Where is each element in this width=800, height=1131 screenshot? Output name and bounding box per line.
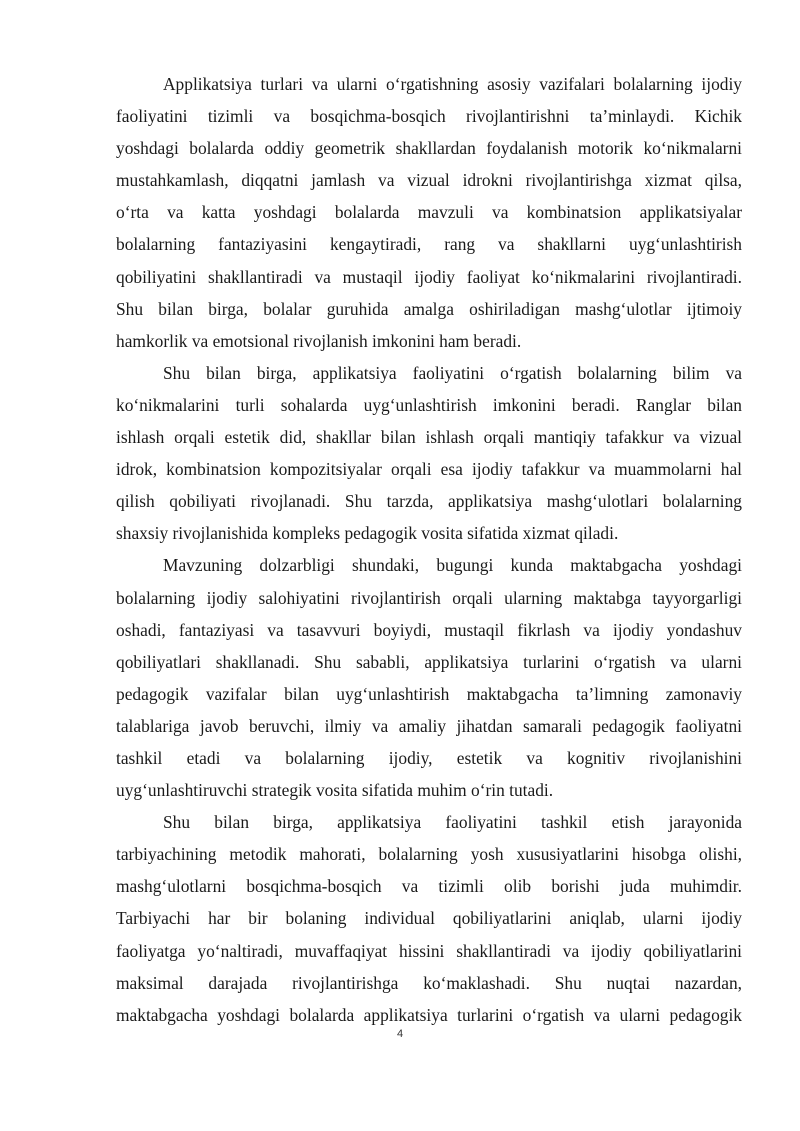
text-line: bolalarning ijodiy salohiyatini rivojlantirish orqali ularning maktabga tayyorgarligi [116,587,742,608]
text-line: oshadi, fantaziyasi va tasavvuri boyiydi, mustaqil fikrlash va ijodiy yondashuv [116,619,742,640]
text-line: tarbiyachining metodik mahorati, bolalarning yosh xususiyatlarini hisobga olishi, [116,844,742,865]
text-line: pedagogik vazifalar bilan uyg‘unlashtirish maktabgacha ta’limning zamonaviy [116,683,742,704]
text-line: Applikatsiya turlari va ularni o‘rgatishning asosiy vazifalari bolalarning ijodiy [163,74,742,94]
text-line: bolalarning fantaziyasini kengaytiradi, rang va shakllarni uyg‘unlashtirish [116,234,742,255]
text-line: Shu bilan birga, applikatsiya faoliyatini tashkil etish jarayonida [163,812,742,833]
text-line: qilish qobiliyati rivojlanadi. Shu tarzda, applikatsiya mashg‘ulotlari bolalarning [116,491,742,512]
text-line: maksimal darajada rivojlantirishga ko‘maklashadi. Shu nuqtai nazardan, [116,972,742,993]
text-line: idrok, kombinatsion kompozitsiyalar orqali esa ijodiy tafakkur va muammolarni hal [116,459,742,480]
text-line: maktabgacha yoshdagi bolalarda applikatsiya turlarini o‘rgatish va ularni pedagogik [116,1004,742,1025]
text-line: Tarbiyachi har bir bolaning individual qobiliyatlarini aniqlab, ularni ijodiy [116,908,742,929]
text-line: faoliyatini tizimli va bosqichma-bosqich rivojlantirishni ta’minlaydi. Kichik [116,106,742,127]
text-line: Mavzuning dolzarbligi shundaki, bugungi kunda maktabgacha yoshdagi [163,555,742,576]
text-line: o‘rta va katta yoshdagi bolalarda mavzuli va kombinatsion applikatsiyalar [116,202,742,223]
page-number: 4 [396,1028,404,1040]
text-line: qobiliyatlari shakllanadi. Shu sababli, applikatsiya turlarini o‘rgatish va ularni [116,651,742,672]
paragraph-4 [116,806,742,1031]
paragraph-3 [116,549,742,806]
text-line: uyg‘unlashtiruvchi strategik vosita sifatida muhim o‘rin tutadi. [116,780,554,801]
text-line: mustahkamlash, diqqatni jamlash va vizual idrokni rivojlantirishga xizmat qilsa, [116,170,742,191]
text-line: Shu bilan birga, applikatsiya faoliyatini o‘rgatish bolalarning bilim va [163,362,742,383]
text-line: Shu bilan birga, bolalar guruhida amalga oshiriladigan mashg‘ulotlar ijtimoiy [116,298,742,319]
text-line: ishlash orqali estetik did, shakllar bilan ishlash orqali mantiqiy tafakkur va vizual [116,427,742,448]
text-line: yoshdagi bolalarda oddiy geometrik shakllardan foydalanish motorik ko‘nikmalarni [116,138,742,159]
text-line: talablariga javob beruvchi, ilmiy va amaliy jihatdan samarali pedagogik faoliyatni [116,715,742,736]
body-text [116,68,742,1031]
text-line: mashg‘ulotlarni bosqichma-bosqich va tizimli olib borishi juda muhimdir. [116,876,742,897]
text-line: shaxsiy rivojlanishida kompleks pedagogik vosita sifatida xizmat qiladi. [116,523,619,544]
text-line: tashkil etadi va bolalarning ijodiy, estetik va kognitiv rivojlanishini [116,747,742,768]
paragraph-1 [116,68,742,357]
paragraph-2 [116,357,742,550]
text-line: hamkorlik va emotsional rivojlanish imkonini ham beradi. [116,330,522,351]
text-line: qobiliyatini shakllantiradi va mustaqil ijodiy faoliyat ko‘nikmalarini rivojlantiradi. [116,266,742,287]
text-line: faoliyatga yo‘naltiradi, muvaffaqiyat hissini shakllantiradi va ijodiy qobiliyatlarini [116,940,742,961]
text-line: ko‘nikmalarini turli sohalarda uyg‘unlashtirish imkonini beradi. Ranglar bilan [116,394,742,415]
